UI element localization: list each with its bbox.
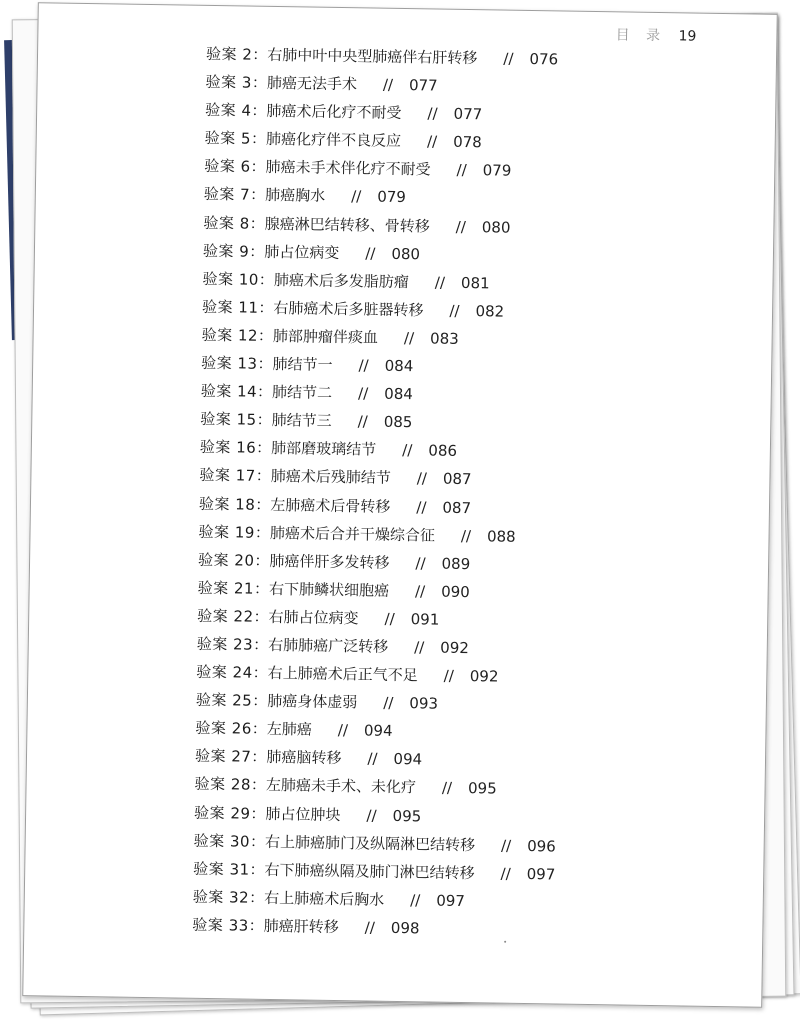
case-number: 验案 23 (196, 634, 254, 654)
entry-page-number: 078 (453, 133, 482, 152)
entry-page-number: 082 (475, 302, 505, 321)
entry-page-number: 091 (410, 610, 440, 629)
case-number: 验案 19 (198, 522, 256, 542)
case-number: 验案 18 (198, 494, 256, 514)
case-title: 右肺肺癌广泛转移 (268, 635, 389, 656)
case-colon: ： (257, 354, 273, 374)
table-of-contents (192, 40, 726, 947)
leader-separator: // (410, 891, 421, 910)
case-title: 肺癌脑转移 (266, 748, 342, 768)
leader-separator: // (403, 328, 415, 348)
leader-separator: // (383, 693, 394, 713)
case-colon: ： (253, 635, 269, 654)
entry-page-number: 094 (393, 750, 423, 769)
entry-page-number: 097 (526, 864, 556, 884)
entry-page-number: 084 (384, 356, 414, 376)
case-colon: ： (251, 101, 267, 121)
entry-page-number: 098 (390, 918, 420, 938)
case-number: 验案 9 (202, 241, 250, 261)
entry-page-number: 085 (383, 412, 413, 432)
case-colon: ： (253, 607, 269, 626)
case-title: 肺癌胸水 (265, 186, 326, 206)
leader-separator: // (416, 469, 428, 488)
entry-page-number: 077 (453, 104, 483, 124)
case-title: 左肺癌 (266, 720, 312, 739)
case-colon: ： (253, 579, 270, 598)
case-number: 验案 22 (197, 606, 254, 626)
leader-separator: // (384, 609, 395, 628)
case-number: 验案 8 (203, 213, 250, 233)
case-title: 肺癌无法手术 (266, 73, 358, 94)
case-number: 验案 32 (192, 887, 250, 907)
leader-separator: // (337, 721, 349, 740)
leader-separator: // (416, 497, 427, 516)
case-colon: ： (249, 832, 266, 851)
case-colon: ： (252, 663, 268, 683)
case-number: 验案 5 (204, 129, 252, 148)
leader-separator: // (427, 104, 438, 123)
case-title: 肺癌术后多发脂肪瘤 (273, 270, 410, 291)
case-number: 验案 29 (194, 803, 251, 823)
case-number: 验案 15 (200, 410, 257, 429)
case-number: 验案 25 (195, 690, 253, 710)
case-title: 肺占位病变 (264, 242, 340, 262)
case-number: 验案 3 (205, 72, 253, 92)
entry-page-number: 090 (441, 582, 470, 601)
case-title: 肺部肿瘤伴痰血 (272, 326, 379, 347)
leader-separator: // (443, 666, 454, 685)
entry-page-number: 081 (460, 273, 490, 293)
leader-separator: // (434, 273, 446, 292)
case-title: 左肺癌未手术、未化疗 (265, 776, 417, 797)
case-title: 肺结节一 (272, 355, 333, 374)
leader-separator: // (357, 412, 368, 431)
case-number: 验案 12 (201, 325, 259, 345)
case-title: 肺部磨玻璃结节 (271, 439, 377, 459)
case-number: 验案 27 (194, 747, 252, 767)
case-number: 验案 28 (194, 775, 252, 795)
entry-page-number: 095 (392, 806, 422, 825)
case-colon: ： (258, 298, 274, 317)
case-colon: ： (250, 186, 266, 205)
case-title: 肺癌肝转移 (263, 916, 339, 936)
case-colon: ： (250, 804, 266, 823)
case-title: 腺癌淋巴结转移、骨转移 (264, 214, 430, 235)
case-title: 肺结节三 (271, 411, 332, 431)
case-number: 验案 21 (197, 578, 255, 598)
entry-page-number: 097 (436, 891, 466, 910)
case-title: 肺癌术后化疗不耐受 (266, 102, 402, 123)
case-number: 验案 24 (196, 662, 253, 682)
case-colon: ： (254, 523, 271, 542)
leader-separator: // (500, 836, 512, 855)
entry-page-number: 079 (482, 161, 512, 181)
case-title: 肺癌身体虚弱 (267, 692, 358, 712)
case-number: 验案 20 (197, 550, 255, 570)
entry-page-number: 077 (408, 76, 438, 95)
case-colon: ： (250, 776, 267, 795)
entry-page-number: 087 (442, 470, 472, 489)
case-number: 验案 7 (203, 185, 251, 205)
entry-page-number: 083 (429, 329, 459, 348)
case-title: 肺癌化疗伴不良反应 (265, 130, 402, 151)
leader-separator: // (441, 779, 453, 798)
entry-page-number: 086 (428, 441, 458, 461)
case-number: 验案 6 (204, 157, 251, 176)
case-number: 验案 14 (200, 381, 258, 401)
leader-separator: // (367, 749, 378, 769)
case-colon: ： (250, 157, 266, 177)
leader-separator: // (500, 864, 511, 883)
case-number: 验案 10 (202, 269, 260, 289)
case-colon: ： (252, 45, 268, 64)
page-header (616, 24, 697, 45)
leader-separator: // (460, 526, 472, 545)
document-page (22, 2, 778, 1008)
case-title: 肺占位肿块 (265, 804, 341, 824)
leader-separator: // (414, 638, 425, 657)
case-colon: ： (258, 270, 275, 289)
case-number: 验案 16 (199, 438, 257, 458)
case-number: 验案 30 (193, 831, 251, 851)
speck (504, 941, 506, 943)
case-colon: ： (249, 860, 265, 879)
case-number: 验案 33 (192, 915, 249, 935)
entry-page-number: 076 (529, 49, 559, 69)
case-colon: ： (250, 129, 267, 149)
entry-page-number: 096 (527, 836, 556, 856)
case-colon: ： (251, 719, 267, 739)
case-number: 验案 26 (195, 719, 252, 738)
case-colon: ： (251, 748, 267, 767)
case-title: 肺癌未手术伴化疗不耐受 (265, 158, 431, 179)
leader-separator: // (456, 161, 467, 180)
case-title: 右上肺癌肺门及纵隔淋巴结转移 (264, 832, 476, 854)
entry-page-number: 093 (409, 694, 439, 713)
case-colon: ： (249, 888, 265, 907)
case-colon: ： (249, 242, 265, 261)
case-title: 右下肺癌纵隔及肺门淋巴结转移 (264, 860, 475, 882)
case-title: 右肺癌术后多脏器转移 (273, 298, 424, 320)
entry-page-number: 092 (440, 638, 470, 658)
case-colon: ： (249, 214, 265, 233)
case-colon: ： (254, 551, 270, 570)
entry-page-number: 087 (442, 498, 472, 517)
entry-page-number: 084 (384, 384, 414, 404)
case-title: 肺癌术后残肺结节 (270, 467, 391, 488)
case-colon: ： (255, 467, 271, 486)
entry-page-number: 092 (469, 667, 499, 686)
leader-separator: // (351, 187, 362, 206)
case-number: 验案 17 (199, 466, 256, 486)
leader-separator: // (364, 918, 376, 937)
case-title: 肺癌术后合并干燥综合征 (269, 523, 436, 545)
entry-page-number: 089 (441, 554, 471, 573)
case-title: 肺结节二 (271, 383, 333, 403)
case-colon: ： (252, 691, 268, 711)
leader-separator: // (382, 75, 394, 94)
case-colon: ： (257, 326, 274, 345)
case-title: 右上肺癌术后正气不足 (267, 664, 418, 685)
leader-separator: // (358, 356, 369, 375)
leader-separator: // (365, 244, 376, 263)
case-colon: ： (256, 439, 272, 458)
entry-page-number: 088 (486, 526, 516, 546)
entry-page-number: 095 (467, 779, 497, 798)
case-title: 右上肺癌术后胸水 (264, 888, 385, 909)
leader-separator: // (415, 553, 426, 573)
case-colon: ： (256, 410, 272, 430)
case-title: 右肺占位病变 (268, 607, 359, 628)
section-title: 目 录 (615, 27, 667, 45)
case-title: 右肺中叶中央型肺癌伴右肝转移 (267, 45, 478, 68)
case-title: 肺癌伴肝多发转移 (269, 551, 390, 572)
case-number: 验案 4 (205, 101, 252, 120)
entry-page-number: 079 (377, 188, 407, 207)
entry-page-number: 094 (363, 721, 393, 741)
case-number: 验案 31 (193, 859, 250, 879)
case-title: 左肺癌术后骨转移 (270, 495, 391, 516)
leader-separator: // (455, 217, 466, 236)
case-colon: ： (255, 495, 271, 514)
leader-separator: // (426, 132, 438, 151)
leader-separator: // (503, 49, 514, 68)
entry-page-number: 080 (391, 244, 421, 263)
leader-separator: // (402, 441, 413, 460)
leader-separator: // (357, 384, 369, 403)
leader-separator: // (414, 582, 426, 601)
entry-page-number: 080 (481, 217, 511, 237)
case-colon: ： (251, 73, 268, 92)
case-number: 验案 13 (201, 353, 258, 373)
case-colon: ： (256, 382, 273, 402)
case-number: 验案 11 (201, 297, 259, 317)
leader-separator: // (366, 806, 377, 825)
case-title: 右下肺鳞状细胞癌 (268, 579, 390, 600)
page-number: 19 (678, 28, 697, 45)
case-number: 验案 2 (205, 44, 253, 64)
case-colon: ： (248, 916, 264, 935)
leader-separator: // (449, 301, 460, 320)
